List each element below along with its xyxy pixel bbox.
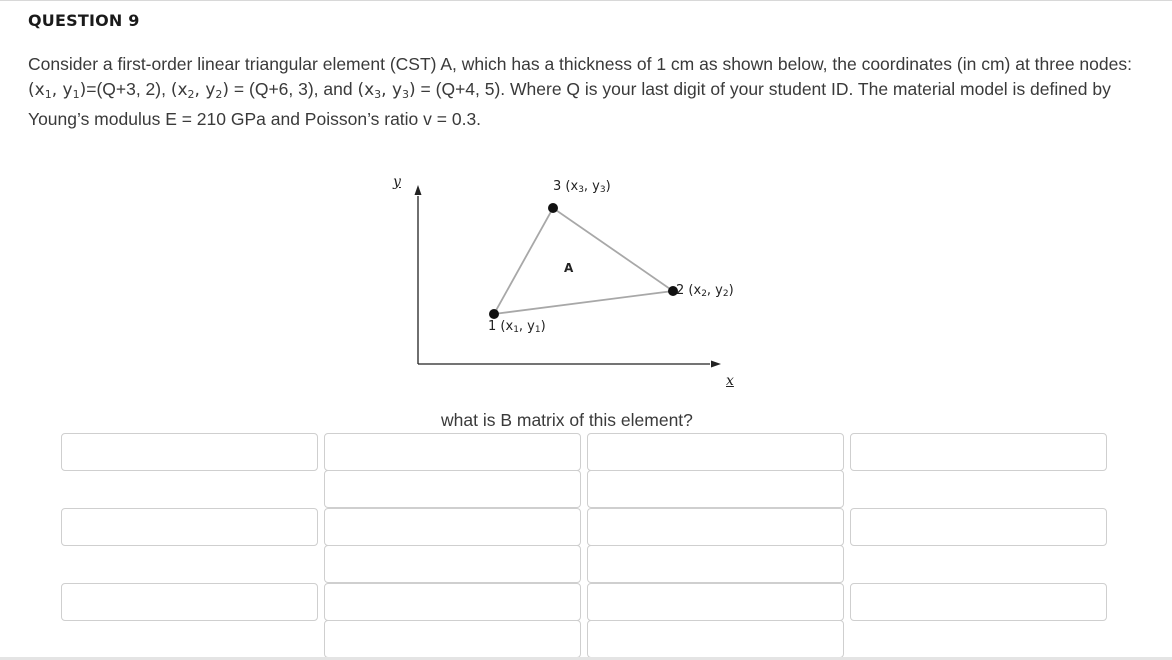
y-axis-arrow: [415, 185, 422, 195]
matrix-cell-r1-c6[interactable]: [850, 433, 1107, 471]
node1-coord-math: ($x_1$, $y_1$): [28, 80, 87, 101]
matrix-cell-r2-c3[interactable]: [324, 545, 581, 583]
node3-coord-math: ($x_3$, $y_3$): [357, 80, 416, 101]
matrix-cell-r3-c5[interactable]: [587, 620, 844, 658]
node1-label: 1 ($x_1$, $y_1$): [488, 319, 546, 335]
question-title: QUESTION 9: [28, 11, 140, 30]
x-axis-arrow: [711, 361, 721, 368]
element-label: A: [564, 261, 574, 275]
matrix-cell-r3-c1[interactable]: [61, 583, 318, 621]
matrix-cell-r1-c1[interactable]: [61, 433, 318, 471]
top-divider: [0, 0, 1172, 1]
question-text-part4: = (Q+4, 5). Where Q is your last digit of your student ID. The material model is defined by Young’s modulus E = 210 GPa and Poisson’s ratio v = 0.3.: [28, 79, 1111, 129]
matrix-cell-r1-c4[interactable]: [587, 433, 844, 471]
matrix-cell-r1-c5[interactable]: [587, 470, 844, 508]
element-triangle: [494, 208, 673, 314]
matrix-cell-r1-c3[interactable]: [324, 470, 581, 508]
matrix-cell-r2-c6[interactable]: [850, 508, 1107, 546]
matrix-cell-r1-c2[interactable]: [324, 433, 581, 471]
matrix-cell-r2-c4[interactable]: [587, 508, 844, 546]
b-matrix-prompt: what is B matrix of this element?: [441, 410, 693, 430]
matrix-cell-r2-c5[interactable]: [587, 545, 844, 583]
x-axis-label: x: [726, 373, 734, 389]
question-text-part3: = (Q+6, 3), and: [229, 79, 358, 99]
element-diagram-svg: [380, 168, 800, 400]
cst-element-figure: [380, 168, 800, 400]
matrix-cell-r2-c2[interactable]: [324, 508, 581, 546]
node2-label: 2 ($x_2$, $y_2$): [676, 283, 734, 299]
node2-coord-math: ($x_2$, $y_2$): [170, 80, 230, 101]
matrix-cell-r3-c2[interactable]: [324, 583, 581, 621]
question-text: [28, 52, 1153, 132]
question-text-part1: Consider a first-order linear triangular element (CST) A, which has a thickness of 1 cm as shown below, the coordinates (in cm) at three nodes:: [28, 54, 1132, 74]
matrix-cell-r3-c4[interactable]: [587, 583, 844, 621]
node3-label: 3 ($x_3$, $y_3$): [553, 179, 611, 195]
matrix-cell-r2-c1[interactable]: [61, 508, 318, 546]
node3-marker: [548, 203, 558, 213]
matrix-cell-r3-c3[interactable]: [324, 620, 581, 658]
matrix-cell-r3-c6[interactable]: [850, 583, 1107, 621]
y-axis-label: y: [393, 174, 401, 190]
node1-marker: [489, 309, 499, 319]
question-text-part2: =(Q+3, 2),: [86, 79, 171, 99]
